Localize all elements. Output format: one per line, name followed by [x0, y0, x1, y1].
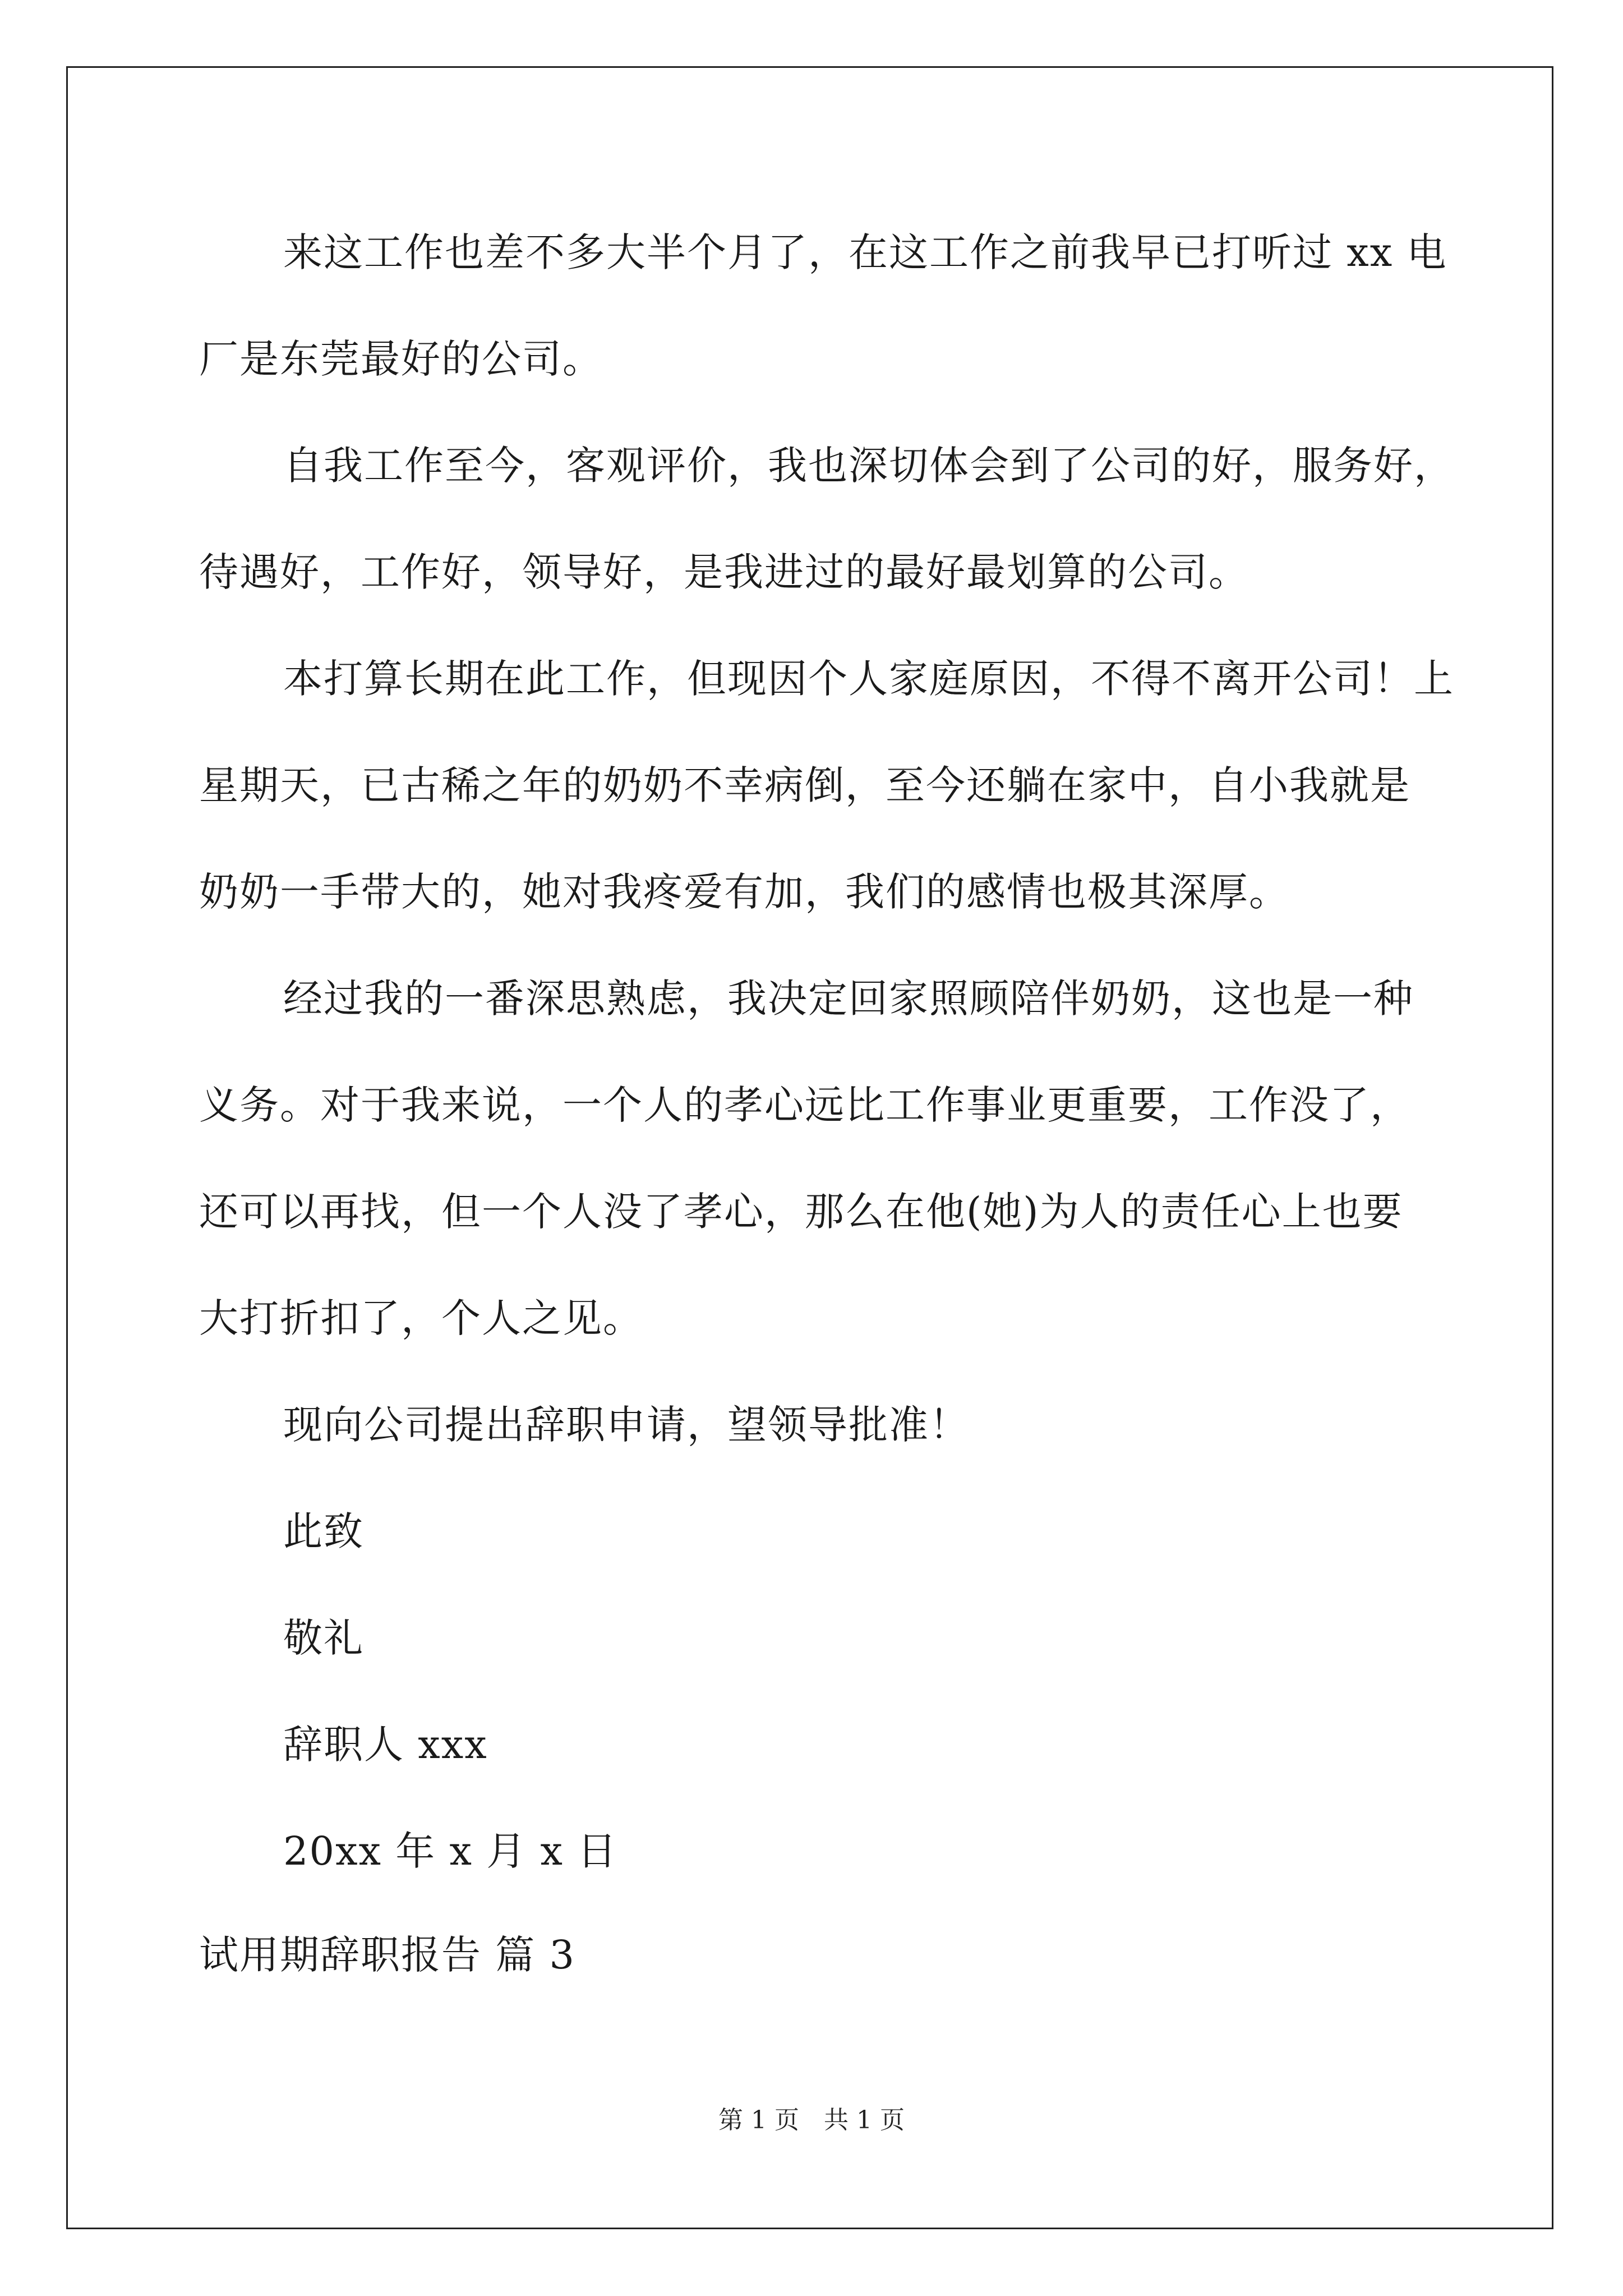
salutation-jingli: 敬礼 — [283, 1615, 364, 1661]
paragraph-4-line-2: 义务。对于我来说，一个人的孝心远比工作事业更重要，工作没了， — [199, 1082, 1410, 1128]
paragraph-2-line-1: 自我工作至今，客观评价，我也深切体会到了公司的好，服务好， — [283, 443, 1454, 489]
paragraph-3-line-1: 本打算长期在此工作，但现因个人家庭原因，不得不离开公司！上 — [283, 656, 1454, 702]
page-border — [66, 66, 1553, 2229]
paragraph-1-line-1: 来这工作也差不多大半个月了，在这工作之前我早已打听过 xx 电 — [283, 229, 1447, 275]
paragraph-1-line-2: 厂是东莞最好的公司。 — [199, 336, 603, 382]
paragraph-4-line-3: 还可以再找，但一个人没了孝心，那么在他(她)为人的责任心上也要 — [199, 1189, 1403, 1235]
salutation-cizhi: 此致 — [283, 1508, 364, 1554]
paragraph-3-line-3: 奶奶一手带大的，她对我疼爱有加，我们的感情也极其深厚。 — [199, 869, 1289, 915]
section-heading: 试用期辞职报告 篇 3 — [199, 1932, 576, 1978]
paragraph-4-line-4: 大打折扣了，个人之见。 — [199, 1295, 643, 1341]
paragraph-2-line-2: 待遇好，工作好，领导好，是我进过的最好最划算的公司。 — [199, 549, 1249, 595]
paragraph-3-line-2: 星期天，已古稀之年的奶奶不幸病倒，至今还躺在家中，自小我就是 — [199, 762, 1410, 808]
date-line: 20xx 年 x 月 x 日 — [283, 1828, 618, 1874]
paragraph-4-line-1: 经过我的一番深思熟虑，我决定回家照顾陪伴奶奶，这也是一种 — [283, 976, 1414, 1022]
request-line: 现向公司提出辞职申请，望领导批准！ — [283, 1402, 970, 1448]
signature-line: 辞职人 xxx — [283, 1722, 488, 1768]
page-footer: 第 1 页 共 1 页 — [718, 2106, 905, 2134]
